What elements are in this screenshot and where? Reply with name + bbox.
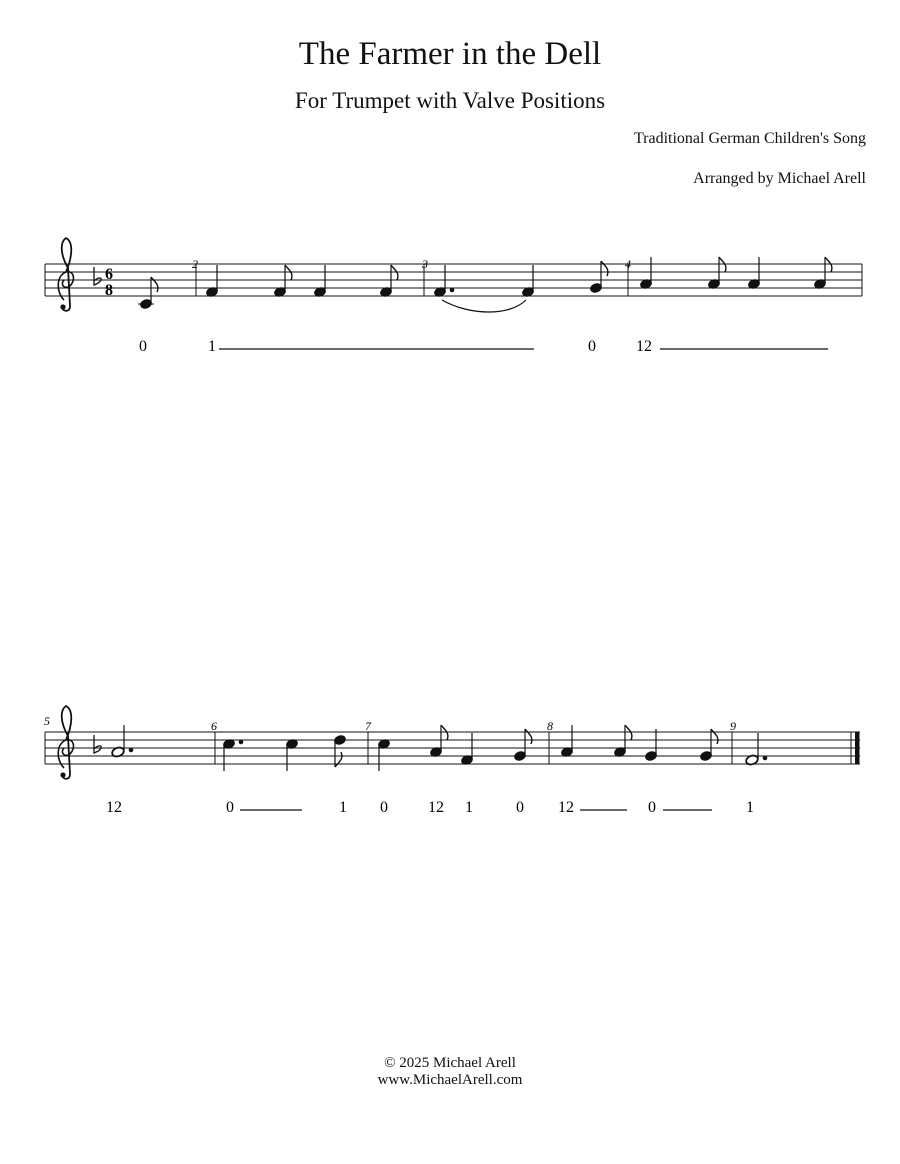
treble-clef-icon (58, 706, 73, 779)
valve-position: 12 (106, 799, 122, 816)
measure-number: 2 (192, 257, 198, 271)
arranger-credit: Arranged by Michael Arell (693, 170, 866, 187)
measure-number: 5 (44, 714, 50, 728)
key-signature-flat-icon (94, 267, 101, 285)
composer-credit: Traditional German Children's Song (633, 130, 866, 147)
measure-number: 4 (625, 257, 631, 271)
valve-position: 0 (139, 338, 147, 355)
measure-number: 3 (422, 257, 428, 271)
website-link[interactable]: www.MichaelArell.com (377, 1072, 523, 1088)
valve-position: 12 (428, 799, 444, 816)
valve-position: 0 (380, 799, 388, 816)
measure-number: 8 (547, 719, 553, 733)
measure-number: 7 (365, 719, 371, 733)
valve-position: 1 (746, 799, 754, 816)
staff-system-2 (0, 708, 900, 828)
valve-position: 0 (516, 799, 524, 816)
valve-position: 1 (465, 799, 473, 816)
valve-position: 0 (648, 799, 656, 816)
page-subtitle: For Trumpet with Valve Positions (294, 88, 606, 113)
staff-lines (45, 732, 860, 764)
copyright-notice: © 2025 Michael Arell (384, 1055, 516, 1071)
notes (138, 257, 832, 312)
valve-position: 0 (226, 799, 234, 816)
measure-number: 9 (730, 719, 736, 733)
page-footer (0, 1055, 900, 1089)
valve-position: 12 (558, 799, 574, 816)
staff-system-1 (0, 240, 900, 370)
final-barline-thick (855, 732, 860, 764)
page-title: The Farmer in the Dell (298, 36, 602, 72)
time-signature-top: 6 (105, 266, 113, 283)
valve-position: 1 (208, 338, 216, 355)
treble-clef-icon (58, 238, 73, 311)
time-signature-bottom: 8 (105, 282, 113, 299)
key-signature-flat-icon (94, 735, 101, 753)
valve-position: 1 (339, 799, 347, 816)
valve-position: 0 (588, 338, 596, 355)
valve-position: 12 (636, 338, 652, 355)
measure-number: 6 (211, 719, 217, 733)
